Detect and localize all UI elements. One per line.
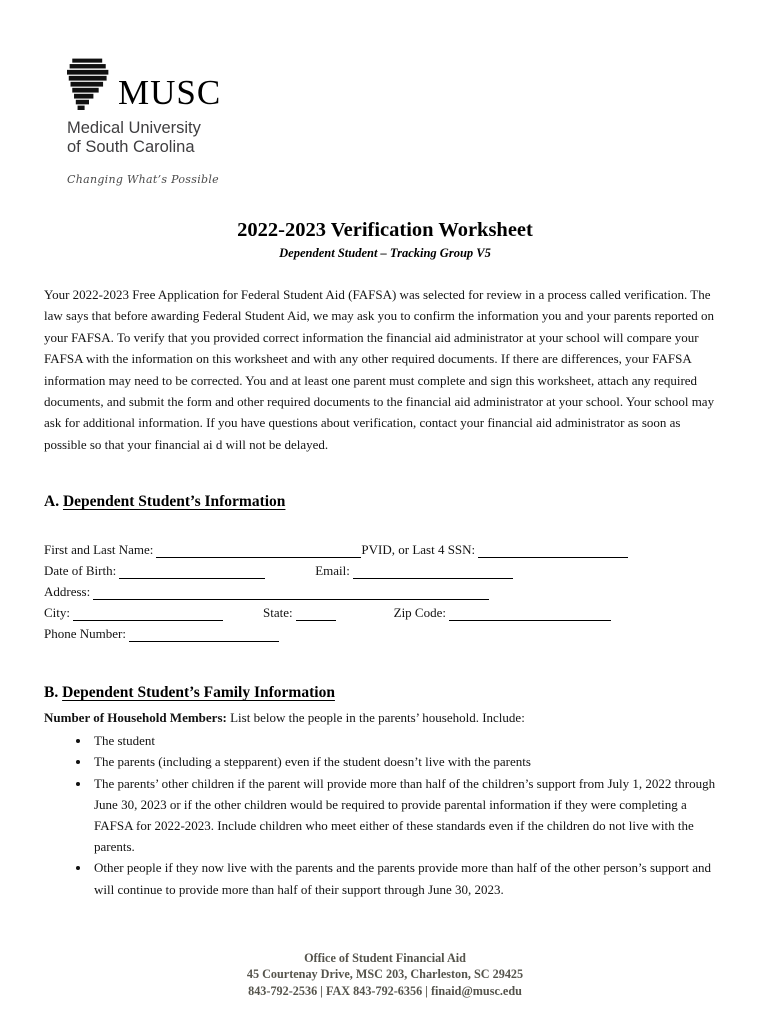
- section-b-heading: [44, 684, 726, 702]
- section-a-form: [44, 537, 726, 642]
- musc-flag-icon: [67, 57, 111, 113]
- form-row-phone: [44, 621, 726, 642]
- logo-row: [67, 57, 726, 113]
- logo-tagline: Changing What’s Possible: [67, 172, 219, 186]
- zip-line[interactable]: [449, 607, 611, 621]
- logo-line2: of South Carolina: [67, 138, 195, 157]
- email-line[interactable]: [353, 565, 513, 579]
- form-row-address: [44, 579, 726, 600]
- form-row-name: [44, 537, 726, 558]
- zip-label: Zip Code:: [393, 605, 446, 621]
- title-block: [44, 219, 726, 261]
- section-b-title: Dependent Student’s Family Information: [62, 684, 335, 702]
- first-last-name-line[interactable]: [156, 544, 361, 558]
- page-title: 2022-2023 Verification Worksheet: [237, 218, 533, 241]
- city-line[interactable]: [73, 607, 223, 621]
- state-label: State:: [263, 605, 293, 621]
- bullet-item-other-people: • Other people if they now live with the parents and the parents provide more than half of the other person’s support and will continue to provide more than half of their support through June 30, 2023.: [91, 857, 726, 899]
- bullet-item-parents: • The parents (including a stepparent) even if the student doesn’t live with the parents: [91, 751, 726, 772]
- logo-line1: Medical University: [67, 119, 201, 137]
- email-label: Email:: [315, 563, 350, 579]
- state-line[interactable]: [296, 607, 336, 621]
- form-row-dob-email: [44, 558, 726, 579]
- logo-institution-name: [67, 119, 726, 158]
- page-subtitle: Dependent Student – Tracking Group V5: [279, 245, 491, 260]
- dob-line[interactable]: [119, 565, 265, 579]
- household-bullet-list: [44, 730, 726, 900]
- footer-address: 45 Courtenay Drive, MSC 203, Charleston, SC 29425: [246, 967, 524, 982]
- household-members-lead: [44, 707, 726, 728]
- section-b-letter: B.: [44, 684, 59, 702]
- phone-label: Phone Number:: [44, 626, 126, 642]
- footer-office: Office of Student Financial Aid: [304, 950, 466, 965]
- section-a-title: Dependent Student’s Information: [62, 493, 286, 511]
- footer-contact: 843-792-2536 | FAX 843-792-6356 | finaid@musc.edu: [248, 984, 522, 999]
- city-label: City:: [44, 605, 71, 621]
- phone-line[interactable]: [129, 628, 279, 642]
- first-last-name-label: First and Last Name:: [44, 542, 154, 558]
- household-members-text: List below the people in the parents’ household. Include:: [226, 710, 525, 726]
- musc-logo: [67, 57, 726, 186]
- dob-label: Date of Birth:: [44, 563, 117, 579]
- section-a-heading: [44, 493, 726, 511]
- pvid-line[interactable]: [478, 544, 628, 558]
- page-footer: [0, 950, 770, 1000]
- bullet-item-student: • The student: [91, 730, 726, 751]
- form-row-city-state-zip: [44, 600, 726, 621]
- musc-wordmark: MUSC: [118, 73, 222, 112]
- address-line[interactable]: [93, 586, 489, 600]
- bullet-item-other-children: • The parents’ other children if the parent will provide more than half of the children’s support from July 1, 2022 through June 30, 2023 or if the other children would be required to provide parental information if they were completing a FAFSA for 2022-2023. Include children who meet either of these standards even if the children do not live with the parents.: [91, 773, 726, 858]
- address-label: Address:: [44, 584, 91, 600]
- section-a-letter: A.: [44, 493, 60, 511]
- intro-paragraph: Your 2022-2023 Free Application for Federal Student Aid (FAFSA) was selected for review in a process called verification. The law says that before awarding Federal Student Aid, we may ask you to confirm the information you and your parents reported on your FAFSA. To verify that you provided correct information the financial aid administrator at your school will compare your FAFSA with the information on this worksheet and with any other required documents. If there are differences, your FAFSA information may need to be corrected. You and at least one parent must complete and sign this worksheet, attach any required documents, and submit the form and other required documents to the financial aid administrator at your school. Your school may ask for additional information. If you have questions about verification, contact your financial aid administrator as soon as possible so that your financial ai d will not be delayed.: [44, 286, 715, 452]
- household-members-label: Number of Household Members:: [44, 710, 227, 726]
- pvid-label: PVID, or Last 4 SSN:: [361, 542, 476, 558]
